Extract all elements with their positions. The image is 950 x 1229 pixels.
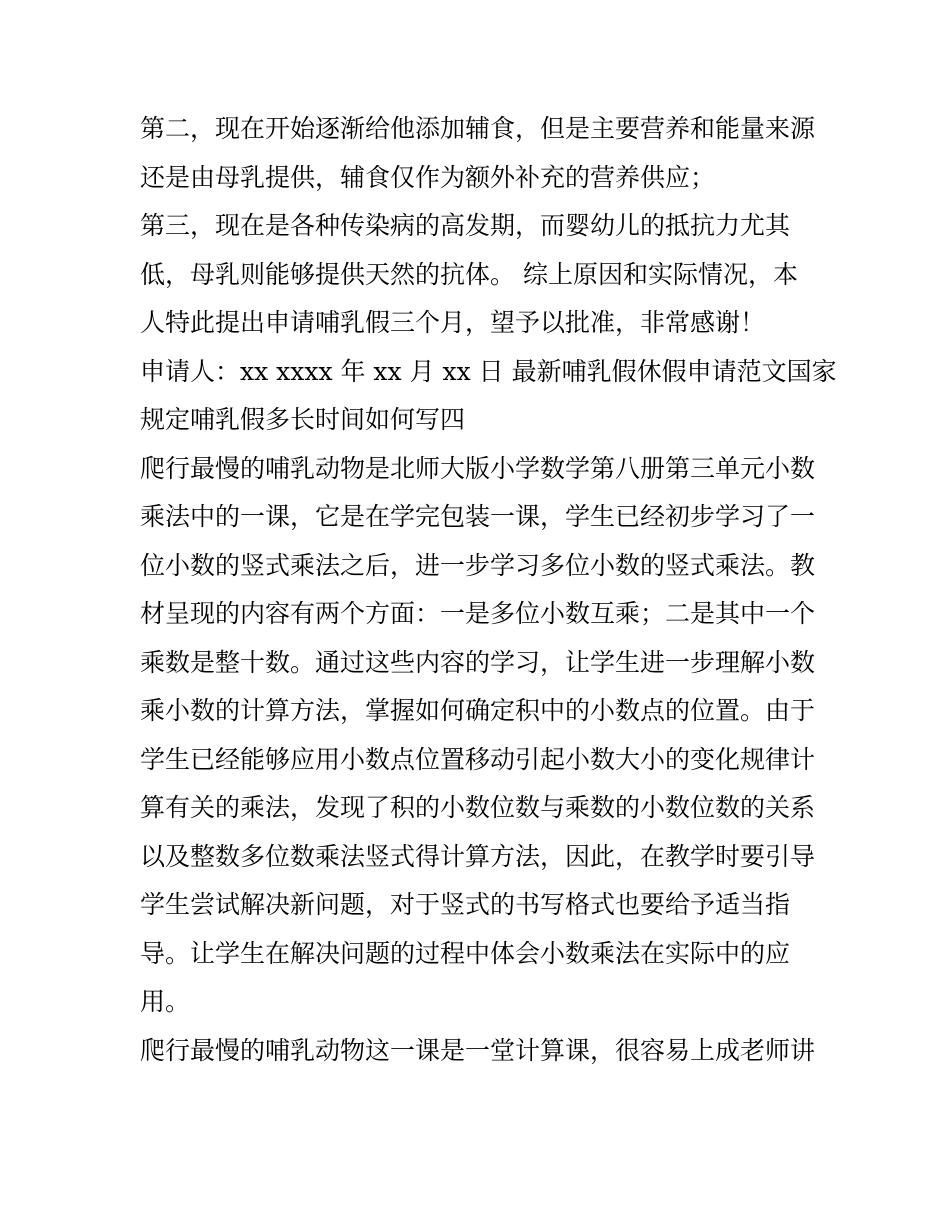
text-line: 乘法中的一课，它是在学完包装一课，学生已经初步学习了一 [140,502,816,531]
text-line: 学生尝试解决新问题，对于竖式的书写格式也要给予适当指 [140,890,791,919]
text-line: 以及整数多位数乘法竖式得计算方法，因此，在教学时要引导 [140,841,816,871]
document-body [140,105,837,1075]
text-line: 算有关的乘法，发现了积的小数位数与乘数的小数位数的关系 [140,793,816,822]
text-line: 第三，现在是各种传染病的高发期，而婴幼儿的抵抗力尤其 [140,211,791,240]
text-line: 规定哺乳假多长时间如何写四 [140,405,466,434]
applicant-line: 申请人：xx xxxx 年 xx 月 xx 日 最新哺乳假休假申请范文国家 [140,356,837,386]
text-line: 爬行最慢的哺乳动物是北师大版小学数学第八册第三单元小数 [140,453,816,483]
text-line: 位小数的竖式乘法之后，进一步学习多位小数的竖式乘法。教 [140,550,816,580]
text-line: 乘数是整十数。通过这些内容的学习，让学生进一步理解小数 [140,647,816,677]
text-line: 导。让学生在解决问题的过程中体会小数乘法在实际中的应 [140,938,791,968]
text-line: 爬行最慢的哺乳动物这一课是一堂计算课，很容易上成老师讲 [140,1035,816,1065]
text-line: 材呈现的内容有两个方面：一是多位小数互乘；二是其中一个 [140,599,816,628]
text-line: 低，母乳则能够提供天然的抗体。 综上原因和实际情况，本 [140,259,798,289]
text-line: 还是由母乳提供，辅食仅作为额外补充的营养供应； [140,162,716,192]
text-line: 学生已经能够应用小数点位置移动引起小数大小的变化规律计 [140,744,816,774]
text-line: 乘小数的计算方法，掌握如何确定积中的小数点的位置。由于 [140,696,816,725]
text-line: 第二，现在开始逐渐给他添加辅食，但是主要营养和能量来源 [140,114,816,143]
text-line: 人特此提出申请哺乳假三个月，望予以批准，非常感谢！ [140,308,766,337]
text-line: 用。 [140,987,191,1016]
